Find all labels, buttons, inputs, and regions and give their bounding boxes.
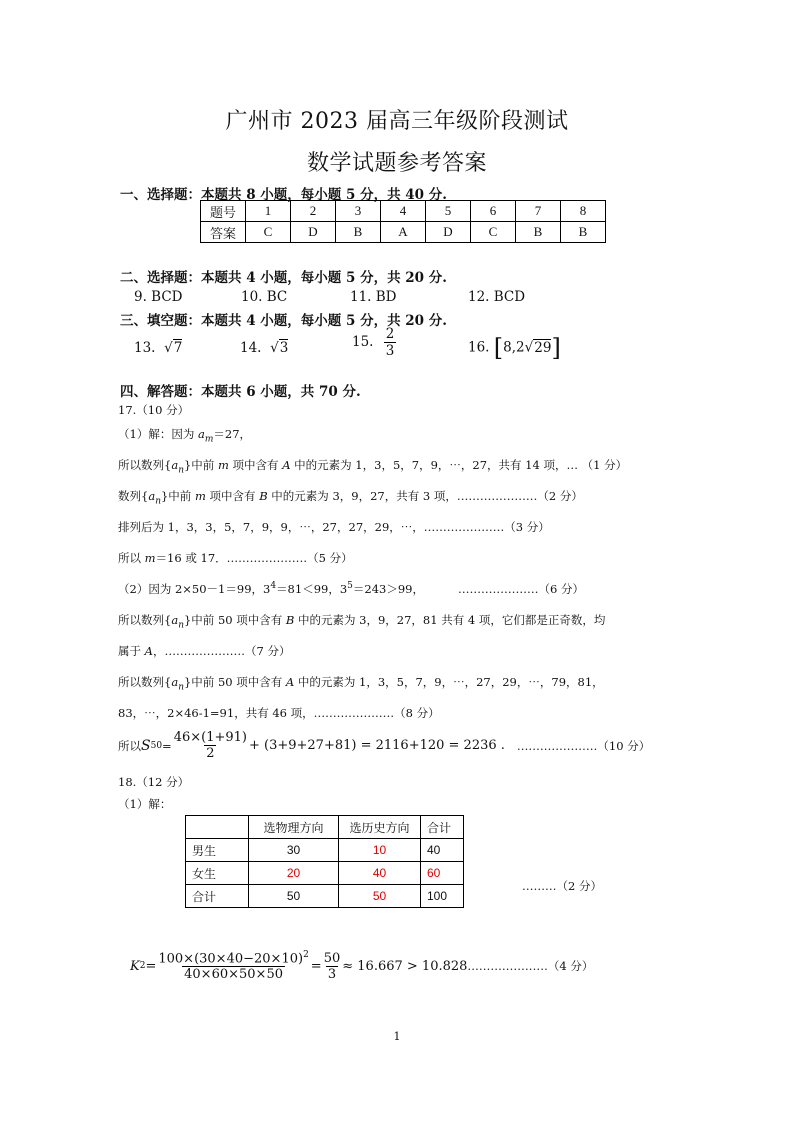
table-cell: 4: [381, 201, 426, 222]
answer-15-denominator: 3: [385, 343, 395, 359]
title-line-2: 数学试题参考答案: [306, 151, 487, 176]
answer-14-radicand: 3: [279, 340, 289, 356]
answer-13-radicand: 7: [173, 340, 183, 356]
row-label-tihao: 题号: [201, 201, 246, 222]
table-cell: 100: [421, 885, 464, 908]
table-cell: 10: [339, 839, 421, 862]
table-header: 选物理方向: [249, 816, 339, 839]
answer-9: 9. BCD: [134, 289, 183, 305]
table-cell: 合计: [186, 885, 249, 908]
table-cell: 男生: [186, 839, 249, 862]
answer-14: 14. √3: [240, 340, 289, 356]
p17-line-7: 所以数列$\{a_n\}$中前 50 项中含有 B 中的元素为 3，9，27，81 共有 4 项，它们都是正奇数，均: [118, 613, 606, 631]
answer-13: 13. √7: [134, 340, 183, 356]
table-cell: C: [471, 222, 516, 243]
table-cell: 2: [291, 201, 336, 222]
contingency-table: [185, 815, 464, 908]
k-squared-formula: K 2 = $\frac{100\times(30\times 40-20\times 10)^2}{40\times 60\times 50\times 50}$ = $\frac{50}{3}$ ≈ 16.667 > 10.828 …………………（4 分）: [130, 950, 594, 983]
table-cell: 30: [249, 839, 339, 862]
table-header: 合计: [421, 816, 464, 839]
table-row: [186, 862, 464, 885]
left-bracket: [: [493, 334, 504, 362]
table-cell: B: [561, 222, 606, 243]
table-cell: 1: [246, 201, 291, 222]
row-label-daan: 答案: [201, 222, 246, 243]
table-row: [186, 816, 464, 839]
answer-16-radicand: 29: [534, 339, 552, 356]
p17-line-8: 属于 A，…………………（7 分）: [118, 644, 291, 658]
table-cell: 女生: [186, 862, 249, 885]
table-cell: D: [426, 222, 471, 243]
answer-table-row-numbers: [201, 201, 606, 222]
problem-18-subpart: （1）解：: [118, 797, 172, 811]
table-cell: B: [336, 222, 381, 243]
table-cell: 5: [426, 201, 471, 222]
p17-line-10: 83，⋯，2×46-1=91，共有 46 项，…………………（8 分）: [118, 706, 440, 720]
answer-table: [200, 200, 606, 243]
p17-line-1: （1）解：因为 $a_m=27$，: [118, 427, 252, 445]
p17-line-3: 数列$\{a_n\}$中前 m 项中含有 B 中的元素为 3，9，27，共有 3 项，…………………（2 分）: [118, 489, 583, 507]
section-4-heading: 四、解答题：本题共 6 小题，共 70 分.: [120, 384, 361, 400]
answer-15: [352, 326, 396, 359]
table-row: [186, 839, 464, 862]
answer-14-label: 14.: [240, 340, 262, 356]
p17-line-11: 所以 S 50 = $\frac{46\times(1+91)}{2}$ + (3+9+27+81) = 2116+120 = 2236 . …………………（10 分）: [118, 730, 651, 761]
section-3-heading: 三、填空题：本题共 4 小题，每小题 5 分，共 20 分.: [120, 313, 447, 329]
section-2-heading: 二、选择题：本题共 4 小题，每小题 5 分，共 20 分.: [120, 270, 447, 286]
problem-18-heading: 18.（12 分）: [118, 775, 190, 789]
k2-denominator: 40×60×50×50: [184, 967, 283, 983]
table-cell: 7: [516, 201, 561, 222]
answer-16-text: 8,2: [503, 339, 525, 356]
right-bracket: ]: [551, 334, 561, 362]
answer-10: 10. BC: [241, 289, 288, 305]
page-number: 1: [393, 1030, 401, 1043]
answer-table-row-answers: [201, 222, 606, 243]
p17-line-5: 所以 m＝16 或 17．…………………（5 分）: [118, 551, 353, 565]
table-cell: 40: [421, 839, 464, 862]
table-cell: D: [291, 222, 336, 243]
p17-line-4: 排列后为 1，3，3，5，7，9，9，⋯，27，27，29，⋯，…………………（3 分）: [118, 520, 550, 534]
k2-numerator: 100×(30×40−20×10): [158, 951, 304, 967]
table-cell: 60: [421, 862, 464, 885]
answer-16: 16. [8,2√29]: [468, 334, 561, 362]
table-cell: 50: [249, 885, 339, 908]
answer-16-label: 16.: [468, 339, 490, 356]
table-cell: 8: [561, 201, 606, 222]
table-row: [186, 885, 464, 908]
table-cell: 50: [339, 885, 421, 908]
answer-12: 12. BCD: [468, 289, 526, 305]
table-cell: 40: [339, 862, 421, 885]
table-cell: [186, 816, 249, 839]
table-cell: B: [516, 222, 561, 243]
p17-line-9: 所以数列$\{a_n\}$中前 50 项中含有 A 中的元素为 1，3，5，7，9，⋯，27，29，⋯，79，81，: [118, 675, 604, 693]
s50-denominator: 2: [206, 746, 215, 761]
answer-13-label: 13.: [134, 340, 156, 356]
section-1-heading: 一、选择题：本题共 8 小题，每小题 5 分，共 40 分.: [120, 187, 447, 203]
s50-numerator: 46×(1+91): [173, 730, 247, 745]
table-points: ………（2 分）: [522, 879, 602, 893]
p17-line-6: （2）因为 2×50－1＝99，$3^4=81<99$，$3^5=243>99$， …………………（6 分）: [118, 581, 584, 596]
table-cell: 6: [471, 201, 516, 222]
answer-15-numerator: 2: [385, 326, 395, 342]
table-cell: 3: [336, 201, 381, 222]
answer-11: 11. BD: [350, 289, 397, 305]
table-cell: 20: [249, 862, 339, 885]
answer-15-label: 15.: [352, 334, 374, 350]
table-cell: C: [246, 222, 291, 243]
p17-line-2: 所以数列$\{a_n\}$中前 m 项中含有 A 中的元素为 1，3，5，7，9，⋯，27，共有 14 项，… （1 分）: [118, 458, 628, 476]
table-cell: A: [381, 222, 426, 243]
table-header: 选历史方向: [339, 816, 421, 839]
title-line-1: 广州市 2023 届高三年级阶段测试: [225, 109, 569, 134]
problem-17-heading: 17.（10 分）: [118, 403, 190, 417]
